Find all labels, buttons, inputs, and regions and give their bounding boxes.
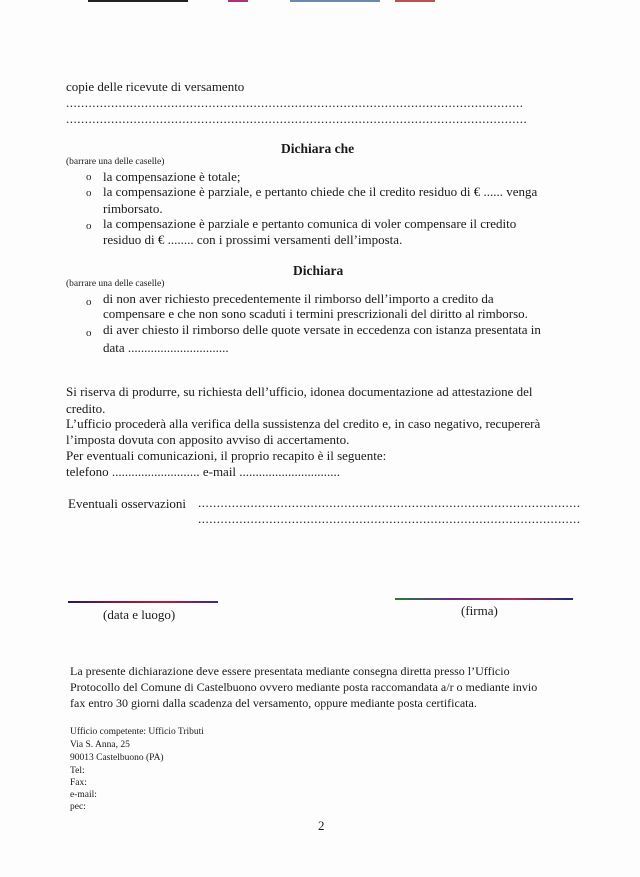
- office-line: pec:: [70, 802, 86, 812]
- office-line: Fax:: [70, 778, 87, 788]
- office-line: Ufficio competente: Ufficio Tributi: [70, 727, 204, 737]
- section-heading: Dichiara che: [281, 141, 355, 156]
- option-text: compensare e che non sono scaduti i termini prescrizionali del diritto al rimborso.: [103, 306, 528, 321]
- scan-artifact: [395, 0, 435, 2]
- checkbox-bullet[interactable]: o: [86, 187, 92, 199]
- body-line: L’ufficio procederà alla verifica della sussistenza del credito e, in caso negativo, recupererà: [66, 416, 541, 431]
- option-text: di non aver richiesto precedentemente il rimborso dell’importo a credito da: [103, 291, 494, 306]
- body-line: l’imposta dovuta con apposito avviso di accertamento.: [66, 432, 350, 447]
- instruction-text: (barrare una delle caselle): [66, 279, 165, 289]
- scan-artifact: [228, 0, 248, 2]
- option-text: la compensazione è parziale e pertanto comunica di voler compensare il credito: [103, 216, 517, 231]
- body-line: credito.: [66, 401, 106, 416]
- office-line: 90013 Castelbuono (PA): [70, 753, 164, 763]
- note-line: fax entro 30 giorni dalla scadenza del versamento, oppure mediante posta certificata.: [70, 696, 477, 710]
- body-line: Per eventuali comunicazioni, il proprio recapito è il seguente:: [66, 448, 387, 463]
- scan-artifact: [290, 0, 380, 2]
- date-place-caption: (data e luogo): [103, 607, 176, 622]
- osservazioni-label: Eventuali osservazioni: [68, 496, 187, 511]
- note-line: Protocollo del Comune di Castelbuono ovvero mediante posta raccomandata a/r o mediante invio: [70, 680, 538, 694]
- checkbox-bullet[interactable]: o: [86, 171, 92, 183]
- option-text: la compensazione è totale;: [103, 169, 241, 184]
- note-line: La presente dichiarazione deve essere presentata mediante consegna diretta presso l’Ufficio: [70, 664, 510, 678]
- option-text: di aver chiesto il rimborso delle quote versate in eccedenza con istanza presentata in: [103, 322, 541, 337]
- signature-caption: (firma): [461, 603, 498, 618]
- option-text: rimborsato.: [103, 201, 163, 216]
- signature-line: [395, 598, 573, 600]
- section-heading: Dichiara: [293, 263, 344, 278]
- checkbox-bullet[interactable]: o: [86, 296, 92, 308]
- checkbox-bullet[interactable]: o: [86, 220, 92, 232]
- office-line: e-mail:: [70, 790, 97, 800]
- body-line: Si riserva di produrre, su richiesta dell’ufficio, idonea documentazione ad attestazione del: [66, 384, 533, 399]
- scan-artifact: [88, 0, 188, 2]
- office-line: Tel:: [70, 766, 85, 776]
- office-line: Via S. Anna, 25: [70, 740, 130, 750]
- osservazioni-dots-line: ......................................................................................................: [198, 511, 581, 526]
- option-text: data ...............................: [103, 340, 229, 355]
- contact-line: telefono ........................... e-mail ...............................: [66, 464, 341, 479]
- option-text: residuo di € ........ con i prossimi versamenti dell’imposta.: [103, 232, 403, 247]
- copie-text: copie delle ricevute di versamento: [66, 79, 245, 94]
- instruction-text: (barrare una delle caselle): [66, 157, 165, 167]
- page-number: 2: [318, 818, 325, 833]
- option-text: la compensazione è parziale, e pertanto chiede che il credito residuo di € ...... venga: [103, 184, 538, 199]
- osservazioni-dots-line: ......................................................................................................: [198, 495, 581, 510]
- copie-dots-line: ...........................................................................................................................: [66, 111, 528, 126]
- copie-dots-line: ..........................................................................................................................: [66, 95, 524, 110]
- checkbox-bullet[interactable]: o: [86, 327, 92, 339]
- date-place-line: [68, 601, 218, 603]
